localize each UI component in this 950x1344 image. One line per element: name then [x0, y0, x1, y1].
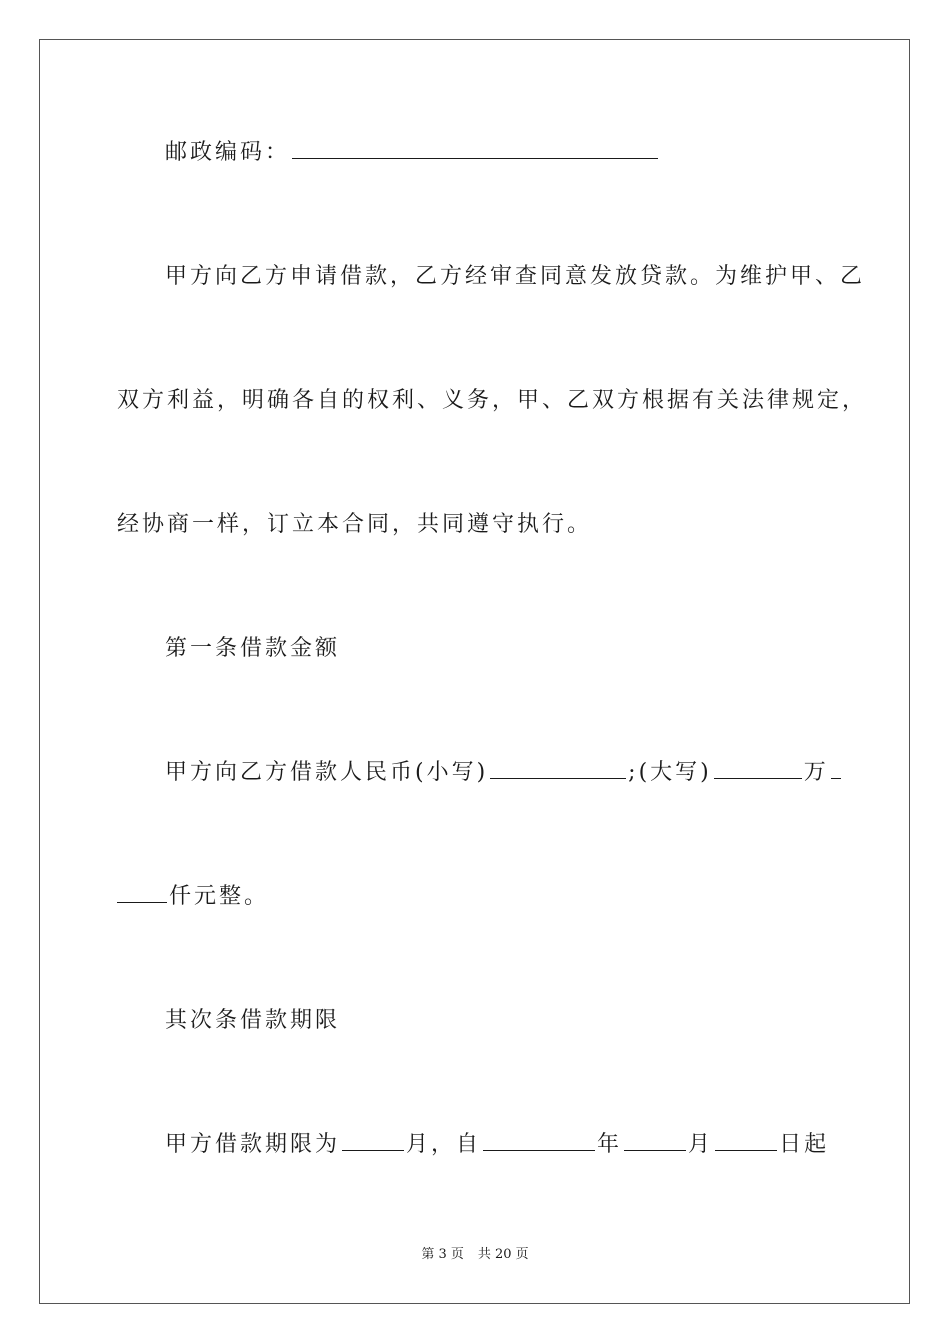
- amount-continued-blank[interactable]: [831, 758, 841, 779]
- unit-wan: 万: [803, 760, 829, 785]
- article-2-term-line: [165, 1130, 837, 1160]
- page-total: 共 20 页: [477, 1247, 529, 1262]
- term-text-d: 月: [688, 1132, 714, 1157]
- amount-qian-blank[interactable]: [117, 882, 167, 903]
- term-month-blank[interactable]: [624, 1130, 686, 1151]
- term-year-blank[interactable]: [483, 1130, 595, 1151]
- postal-code-line: [165, 138, 837, 168]
- term-day-blank[interactable]: [715, 1130, 777, 1151]
- preamble-line-3: 经协商一样，订立本合同，共同遵守执行。: [117, 512, 593, 537]
- term-text-a: 甲方借款期限为: [165, 1132, 341, 1157]
- amount-lowercase-blank[interactable]: [490, 758, 626, 779]
- postal-code-label: 邮政编码：: [165, 140, 291, 165]
- page-number: 第 3 页: [421, 1247, 464, 1262]
- preamble-line-2: 双方利益，明确各自的权利、义务，甲、乙双方根据有关法律规定，: [117, 388, 868, 413]
- page-footer: [0, 1246, 950, 1264]
- term-text-e: 日起: [779, 1132, 830, 1157]
- page-border: [39, 39, 910, 1304]
- amount-wan-blank[interactable]: [714, 758, 802, 779]
- preamble-line-1: 甲方向乙方申请借款，乙方经审查同意发放贷款。为维护甲、乙: [165, 264, 866, 289]
- term-months-blank[interactable]: [342, 1130, 404, 1151]
- article-1-amount-line-2: [117, 882, 837, 912]
- postal-code-blank[interactable]: [292, 138, 658, 159]
- article-1-amount-line: [165, 758, 837, 788]
- article-2-title: 其次条借款期限: [165, 1008, 341, 1033]
- amount-uppercase-label: ;(大写): [628, 760, 712, 785]
- amount-qian-text: 仟元整。: [169, 884, 270, 909]
- term-text-b: 月，自: [406, 1132, 482, 1157]
- article-1-title: 第一条借款金额: [165, 636, 341, 661]
- term-text-c: 年: [597, 1132, 623, 1157]
- amount-text: 甲方向乙方借款人民币(小写): [165, 760, 489, 785]
